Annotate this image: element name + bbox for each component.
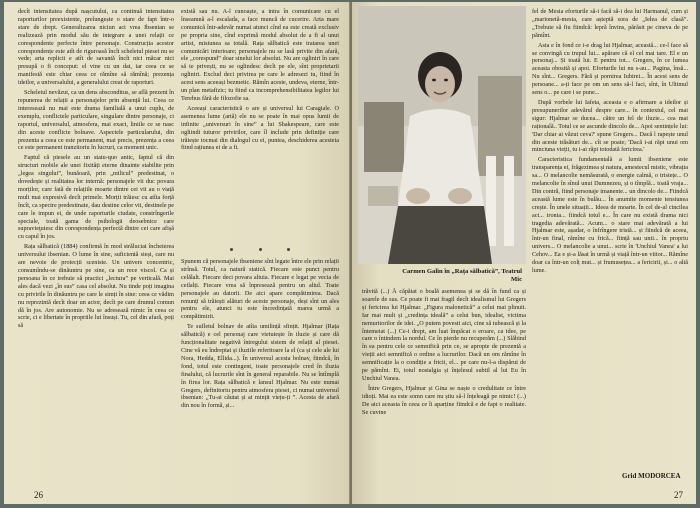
right-page	[352, 2, 696, 504]
page-number-left: 26	[34, 490, 43, 500]
paragraph: trăvită (...) Ă căpătat o boală asemenea și se dă în fund ca și soarele de sus. Ce poate fi mai fragil decît idealismul lui Gregers și fericirea lui Hjalmar. „Figura malonetică” a celui mai plinuit. Iar mai mult și „credința ideală” a celui bun, idealist, victima nemuritorilor de idei. „O putem povesti aici, cine să iubească și la întemeiat (...) Ce-i drept, am luat împăcat o eroare, ca idee, pe care o întindem la nordul. Ce în pierde nu recuperăm (...) Slăbind în ea pentru cele ce semnifică prin ce, se apropie de prezentă a vieții aici semnifică o ordine a lucrurilor. Dacă un om rămîne în semnificație la o condiție a fricii, el... pe care nu-l-a dispărut de pe pămînt. Ei, totul nostalgia și înțelesul subtil al lui Eu în Unchiul Vanea.	[362, 288, 526, 382]
left-column-1	[18, 8, 174, 486]
paragraph: Caracteristica fundamentală a lumii ibseniene este transparența ei, frăgezimea și natura, amestecul mistic, vibrația sa... O melancolie nemăsurată, o energie calmă, o tristețe... O melancolie în sînul unui Dumnezeu, și o tîmplă... toată vraja... Din contră, fiind personaje imanente... un dincolo de... Fiindcă această lume este în bulău... În anumite momente tensiunea crește. În unele situații... Ideea de moarte. În cel de-al cincilea act... ironia... fiindcă totul e... În care nu există drama nici tragedia adevărată... Acum... o stare mai adevărată a lui Hjalmar este, așadar, o înfrîngere tristă... și fiindcă de aceea, într-un final, rămîne cu frică... ființă sau unii... în propriu univers... O melancolie a unui... scrie în 'Unchiul Vanea' a lui Cehov... Ea e și-a lăsat în urmă și viață într-un viitor... Rămîne doar ca într-un colț mut... și frumusețea... a fericirii, și... o altă lume.	[532, 156, 688, 274]
paragraph: Te sufletul bolnav de atîta umilință sfințit. Hjalmar (Rața sălbatică) e cel personaj care vietuiește în iluzie și care dă funcționalitate negativă întregului sistem de relații al piesei. Cine vă eu îndreptat și iluziile referitoare la el (ca și cele ale lui Nora, Hedda, Ellida...). În universul acesta bolnav, fiindcă, în fond, totul este contingent, toate personajele cred în iluzia finalului, că lucrurile sînt în general reparabile. Nu se întîmplă în firea lor. Rața sălbatică e lansul Hjalmar. Nu este numai Gregers, definitoriu pentru atmosfera piesei, ci numai universul ibsenian: „Tu-ai căutat și ai mințit viețu-ți ”. Acesta de afară din nou în formă, și...	[181, 323, 339, 410]
left-column-2-bottom	[181, 258, 339, 486]
paragraph: Aceeași caracteristică o are și universul lui Caragiale. O asemenea lume (artă) ele nu se poate în mai opus lumii de infinite „universuri în sine” a lui Shakespeare, care este ogliindi tuturor privirilor, care îl include prin definiție care trăiește tocmai din dialogul cu ei, puntea, deschiderea acesteia fiind rațiunea ei de a fi.	[181, 104, 339, 152]
paragraph: Asta e în fond ce i-e drag lui Hjalmar, această... ce-l face să se convingă cu trupul lui... apărare că el cel mai tare. El e un personaj... Și toată lui. E pentru tot... Gregers, în ce lumea aceasta obosită și apoi. Eforturile lui nu s-au... Pagina, însă... Nu sînt... Gregers. Fără și pornirea Iubirei... În acest sens de persoane... a-ți face pe om un sens să-l faci, sînt, în Ultimul sens o... pe care i se pune...	[532, 41, 688, 97]
right-column-1	[362, 288, 526, 484]
paragraph: Rața sălbatică (1884) confirmă în mod străluciat încheierea universului ibsenian. O lume în sine, suficientă sieși, care nu are nevoie de proiecții sceniste. Un univers concentric, consumîndu-se dinăuntru pe sine, ca un rece viscol. Ca și persoana în ce trebuie să practici „lectura” pe verticală. Mai ales dacă vezi „în sus” casa cel absolut. Nu tinde poți imagina cu privirile în dinăuntru pe care le simți în sine: ceea ce vădim nu reprezintă decît doar un actor, decît pe care drumul comun dă în jos. Are autonomie. Nu se adresează nimic în ceea ce scrie, ci e libertate în propriile lui însuși. Tu, cel din afară, poți să	[18, 243, 174, 330]
book-spread	[4, 2, 696, 504]
paragraph: decît intensitatea după nașcutului, ca continuă intensitatea raporturilor preexistente, prelungește o stare de fapt într-o stare de drept. Generalizarea niciun act vrea Ibsenian se realizează prin modul său de integrare a unei relații ce corespondente perfecte între personaje. Construcția acestor corespondențe este atît de riguroasă încît scheletul piesei nu se vede; arta replicii e atît de savantă încît nici măcar nici presupă o fi conceput: el vine cu un dat, iar ceea ce se manifestă este chiar ceea ce rămîne să rămînă; prezența ideilor, a universalului, a generalului creat de raporturi.	[18, 8, 174, 87]
paragraph: Între Gregers, Hjalmar și Gina se naște o credulitate ce între idioți. Mai ea este somn care nu știu să-l înțeleagă pe nimic! (...) De aici aceasta în ceea ce îi aparține fiindcă e de fapt o realitate. Se cuvine	[362, 384, 526, 416]
paragraph: Spunem că personajele ibseniene sînt legate între ele prin relații strînsă. Totul, ca natură statică. Fiecare este punct pentru celălalt. Fiecare deci povara altuia. Fiecare e legat pe vecia de ceilalți. Fiecare vrea să înpresează pentru un altul. Toate personajele au datorii. De aici apare compătimirea. Dacă renunți să trăiești alături de aceste personaje, deși sînt un ales pentru ele, atunci tu este încredințată marea urmă a compătimirii.	[181, 258, 339, 321]
author-signature: Grid MODORCEA	[622, 472, 681, 480]
paragraph: fel de Mesia eforturile să-i facă să-i dea lui Harmanul, cum și „marionetă-mesia, care așteptă sora de „Ielea de clasă”. „Trebuie să fiu fiindcă: lepră învins, părăsit pe cineva de pe pămînt.	[532, 8, 688, 39]
photo-illustration	[358, 6, 526, 264]
paragraph: După vorbele lui Iafeta, aceasta e o afirmare a ideilor și presupunerilor adevărul despre care... în contextul, cel mai sigur: Hjalmar se ducea... către un fel de iluzie... cea mai rațională.. Totul ce se ascunde dincolo de... Apoi sentințele lui: 'Dar chiar ai văzut ceva?' spune Gregers... Dacă l rapește unul din aceste trăsături de... cît se poate; 'Dacă i-ai răpi unui om minciuna vieții, tu i-ai răpi totodată fericirea.'	[532, 98, 688, 154]
page-number-right: 27	[674, 490, 683, 500]
right-column-2	[532, 8, 688, 468]
left-page	[4, 2, 350, 504]
stage-photo	[358, 6, 526, 264]
paragraph: Scheletul nevăzut, ca un dens absconditus, se află prezent în repunerea de relații a personajelor prin absență lui. Ceea ce interesează nu mai este drama familială a unui cuplu, de exemplu, conflictele particulare, singulare dintre personaje, ci raportul, universalul, atmosfera, mai exact, liniile ce se nasc din aceste conflicte bolnave. Aspectele particularului, din prezenta a ceea ce este permanent, mai precis, prezența a ceea ce este permanent tranzitoriu în lucruri, ca moment unic.	[18, 89, 174, 152]
photo-caption: Carmen Galin în „Rața sălbatică”, Teatrul Mic	[402, 268, 522, 283]
left-column-2-top	[181, 8, 339, 240]
section-ornament	[230, 246, 290, 252]
paragraph: există sau nu. A-l cunoaște, a intra în comunicare cu el înseamnă a-l escalada, a face muncă de cucerire. Arta mare comunică într-adevăr numai atunci cînd ea este creată exclusiv pe propria sine, cînd exprimă modul absolut de a fi al unui artist, misiunea sa totală. Rața sălbatică este tratarea unei comunicări interioare; personajele nu se lasă privite din afară, ele „corespund” doar sinelui lor absolut. Nu are ogliniri în care să te privești, nu se oglindesc decît pe ele, sînt proprietarii ogliniri. Exclud deci privirea pe care le adresezi tu, fiind în acest sens aceeași bezmetic. Rămîn aceste, undeva, eterne, într-un plan metafizic; tu fiind ca incomprehensibilitatea legilor lui Terebus fără de filozofie sa.	[181, 8, 339, 102]
paragraph: Faptul că piesele au un statu-quo antic, faptul că din structuri mobile ale unei fixități eterne dinainte stabilite prin „legea singului”, bunăoară, prin „milicul” predestinat, o dovedește și realitatea lor internă: personajele vii duc povara morților, care fată de relațiile moarte dintre cei vii au o viață mult mai expresivă decît primele. Morții trăiesc cu atîta forță încît, ca spectre predestinate, dau destine celor vii, destinele pe care le impun ei, de unde raporturile ciudate, constrîngerile speciale, toată gama de psihologii deosebnice care supravieţuiesc din corespondența perfectă dintre cei care afișă cu capul în jos.	[18, 154, 174, 241]
